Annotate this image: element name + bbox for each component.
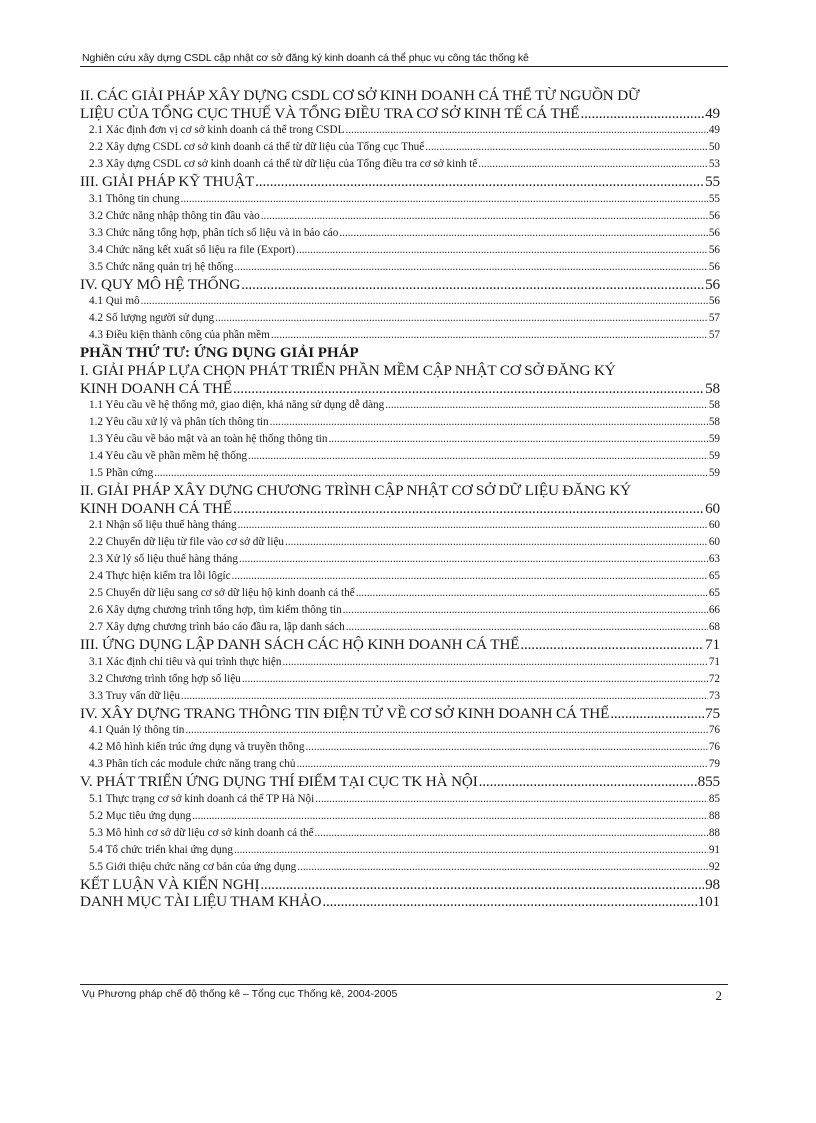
- toc-page-number: 49: [708, 124, 720, 136]
- toc-leader-dots: [185, 722, 707, 739]
- toc-heading-entry[interactable]: [80, 773, 720, 791]
- toc-subentry[interactable]: [80, 756, 720, 773]
- toc-page-number: 73: [708, 689, 720, 702]
- toc-entry-title: IV. XÂY DỰNG TRANG THÔNG TIN ĐIỆN TỬ VỀ CƠ SỞ KINH DOANH CÁ THỂ: [80, 704, 610, 722]
- toc-entry-title: KẾT LUẬN VÀ KIẾN NGHỊ: [80, 875, 260, 893]
- toc-page-number: 55: [705, 173, 720, 190]
- toc-subentry[interactable]: [80, 208, 720, 225]
- toc-page-number: 855: [697, 773, 720, 790]
- toc-entry-title: DANH MỤC TÀI LIỆU THAM KHẢO: [80, 893, 322, 910]
- toc-entry-title: III. GIẢI PHÁP KỸ THUẬT: [80, 173, 255, 190]
- toc-page-number: 75: [705, 704, 720, 722]
- toc-page-number: 53: [708, 158, 720, 170]
- toc-leader-dots: [329, 431, 708, 448]
- toc-subentry[interactable]: [80, 431, 720, 448]
- page-footer: [82, 988, 722, 1004]
- toc-subentry[interactable]: [80, 739, 720, 756]
- toc-leader-dots: [181, 688, 708, 705]
- toc-heading-entry[interactable]: [80, 636, 720, 654]
- toc-subentry[interactable]: [80, 259, 720, 276]
- toc-entry-title: 2.7 Xây dựng chương trình báo cáo đầu ra, lập danh sách: [89, 621, 345, 633]
- toc-leader-dots: [233, 380, 704, 398]
- toc-leader-dots: [478, 156, 708, 173]
- toc-page-number: 63: [708, 553, 720, 565]
- toc-page-number: 56: [708, 295, 720, 307]
- toc-leader-dots: [260, 876, 704, 894]
- toc-page-number: 56: [705, 275, 720, 293]
- toc-subentry[interactable]: [80, 602, 720, 619]
- toc-page-number: 92: [708, 860, 720, 873]
- toc-leader-dots: [425, 139, 708, 156]
- toc-leader-dots: [356, 585, 708, 602]
- toc-page-number: 56: [708, 260, 720, 273]
- toc-entry-title: 4.2 Số lượng người sử dụng: [89, 312, 215, 324]
- toc-subentry[interactable]: [80, 534, 720, 551]
- toc-entry-title: 4.1 Qui mô: [89, 295, 140, 307]
- toc-leader-dots: [181, 191, 708, 208]
- toc-leader-dots: [479, 773, 697, 791]
- toc-leader-dots: [345, 122, 707, 139]
- toc-page-number: 76: [708, 741, 720, 753]
- toc-leader-dots: [343, 602, 708, 619]
- footer-text: Vụ Phương pháp chế độ thống kê – Tổng cục Thống kê, 2004-2005: [82, 988, 398, 1000]
- toc-entry-title: 3.2 Chức năng nhập thông tin đầu vào: [89, 209, 260, 222]
- toc-heading-entry[interactable]: [80, 500, 720, 518]
- toc-leader-dots: [233, 500, 704, 518]
- toc-subentry[interactable]: [80, 585, 720, 602]
- toc-heading-line: I. GIẢI PHÁP LỰA CHỌN PHÁT TRIỂN PHẦN MỀM CẬP NHẬT CƠ SỞ ĐĂNG KÝ: [80, 362, 616, 379]
- toc-leader-dots: [239, 551, 708, 568]
- toc-page-number: 58: [708, 416, 720, 428]
- toc-leader-dots: [306, 739, 708, 756]
- toc-leader-dots: [282, 654, 707, 671]
- toc-leader-dots: [255, 173, 704, 191]
- toc-heading-entry[interactable]: [80, 276, 720, 294]
- toc-page-number: 60: [708, 519, 720, 531]
- toc-page-number: 49: [705, 104, 720, 122]
- toc-entry-title: 3.5 Chức năng quản trị hệ thống: [89, 260, 234, 273]
- toc-leader-dots: [241, 276, 704, 294]
- toc-leader-dots: [261, 208, 708, 225]
- page-number: 2: [715, 988, 722, 1003]
- toc-leader-dots: [296, 242, 708, 259]
- toc-page-number: 71: [705, 636, 720, 653]
- toc-subentry[interactable]: [80, 448, 720, 465]
- toc-leader-dots: [248, 448, 708, 465]
- toc-page-number: 60: [708, 536, 720, 548]
- toc-entry-title: LIỆU CỦA TỔNG CỤC THUẾ VÀ TỔNG ĐIỀU TRA CƠ SỞ KINH TẾ CÁ THỂ: [80, 104, 580, 122]
- toc-entry-title: III. ỨNG DỤNG LẬP DANH SÁCH CÁC HỘ KINH DOANH CÁ THỂ: [80, 636, 520, 653]
- toc-entry-title: 1.5 Phần cứng: [89, 467, 154, 479]
- toc-entry-title: 1.2 Yêu cầu xử lý và phân tích thông tin: [89, 416, 269, 428]
- toc-subentry[interactable]: [80, 293, 720, 310]
- toc-subentry[interactable]: [80, 808, 720, 825]
- toc-entry-title: 4.1 Quản lý thông tin: [89, 724, 185, 736]
- toc-page-number: 101: [697, 893, 720, 910]
- toc-entry-title: 2.6 Xây dựng chương trình tổng hợp, tìm kiếm thông tin: [89, 604, 342, 616]
- toc-entry-title: 3.3 Truy vấn dữ liệu: [89, 689, 180, 702]
- toc-page-number: 88: [708, 809, 720, 822]
- toc-entry-title: 5.1 Thực trạng cơ sở kinh doanh cá thể TP Hà Nội: [89, 792, 315, 805]
- toc-page-number: 59: [708, 450, 720, 462]
- toc-entry-title: 5.3 Mô hình cơ sở dữ liệu cơ sở kinh doanh cá thể: [89, 826, 314, 839]
- toc-leader-dots: [141, 293, 708, 310]
- toc-page-number: 71: [708, 655, 720, 668]
- toc-subentry[interactable]: [80, 465, 720, 482]
- running-header: Nghiên cứu xây dựng CSDL cập nhật cơ sở đăng ký kinh doanh cá thể phục vụ công tác thống kê: [82, 52, 529, 64]
- toc-page-number: 55: [708, 192, 720, 205]
- toc-entry-title: 4.2 Mô hình kiến trúc ứng dụng và truyền thông: [89, 741, 305, 753]
- toc-leader-dots: [238, 517, 708, 534]
- toc-leader-dots: [346, 619, 708, 636]
- toc-page-number: 56: [708, 209, 720, 222]
- toc-entry-title: 3.2 Chương trình tổng hợp số liệu: [89, 672, 241, 685]
- toc-heading-line: II. GIẢI PHÁP XÂY DỰNG CHƯƠNG TRÌNH CẬP NHẬT CƠ SỞ DỮ LIỆU ĐĂNG KÝ: [80, 482, 631, 499]
- toc-leader-dots: [520, 636, 704, 654]
- toc-subentry[interactable]: [80, 688, 720, 705]
- toc-page-number: 91: [708, 843, 720, 856]
- toc-leader-dots: [315, 791, 708, 808]
- toc-page-number: 66: [708, 604, 720, 616]
- toc-page-number: 60: [705, 499, 720, 517]
- toc-subentry[interactable]: [80, 671, 720, 688]
- toc-entry-title: 5.4 Tổ chức triển khai ứng dụng: [89, 843, 233, 856]
- toc-page-number: 79: [708, 758, 720, 770]
- toc-leader-dots: [296, 756, 707, 773]
- toc-leader-dots: [285, 534, 708, 551]
- toc-subentry[interactable]: [80, 122, 720, 139]
- footer-divider: [80, 984, 728, 985]
- toc-leader-dots: [610, 705, 704, 723]
- toc-subentry[interactable]: [80, 191, 720, 208]
- toc-page-number: 72: [708, 672, 720, 685]
- toc-leader-dots: [315, 825, 708, 842]
- toc-subentry[interactable]: [80, 825, 720, 842]
- toc-entry-title: 2.3 Xử lý số liệu thuế hàng tháng: [89, 553, 238, 565]
- toc-leader-dots: [270, 414, 708, 431]
- toc-entry-title: 2.1 Nhận số liệu thuế hàng tháng: [89, 519, 237, 531]
- toc-heading-entry[interactable]: [80, 173, 720, 191]
- toc-subentry[interactable]: [80, 397, 720, 414]
- toc-subentry[interactable]: [80, 310, 720, 327]
- toc-leader-dots: [234, 259, 707, 276]
- toc-page-number: 56: [708, 243, 720, 256]
- toc-page-number: 65: [708, 587, 720, 599]
- toc-subentry[interactable]: [80, 568, 720, 585]
- toc-leader-dots: [385, 397, 708, 414]
- toc-page-number: 57: [708, 312, 720, 324]
- toc-entry-title: 2.2 Xây dựng CSDL cơ sở kinh doanh cá thể từ dữ liệu của Tổng cục Thuế: [89, 141, 425, 153]
- toc-entry-title: 3.4 Chức năng kết xuất số liệu ra file (Export): [89, 243, 296, 256]
- toc-page-number: 58: [705, 379, 720, 397]
- toc-entry-title: KINH DOANH CÁ THỂ: [80, 499, 232, 517]
- toc-subentry[interactable]: [80, 225, 720, 242]
- toc-leader-dots: [215, 310, 708, 327]
- toc-heading-entry[interactable]: [80, 105, 720, 123]
- toc-subentry[interactable]: [80, 156, 720, 173]
- toc-page-number: 68: [708, 621, 720, 633]
- toc-page-number: 58: [708, 399, 720, 411]
- toc-entry-title: V. PHÁT TRIỂN ỨNG DỤNG THÍ ĐIỂM TẠI CỤC TK HÀ NỘI: [80, 773, 478, 790]
- toc-leader-dots: [581, 105, 705, 123]
- toc-entry-title: IV. QUY MÔ HỆ THỐNG: [80, 275, 241, 293]
- toc-entry-title: 3.1 Thông tin chung: [89, 192, 180, 205]
- toc-page-number: 59: [708, 433, 720, 445]
- toc-entry-title: 5.2 Mục tiêu ứng dụng: [89, 809, 192, 822]
- header-divider: [80, 66, 728, 67]
- toc-leader-dots: [192, 808, 708, 825]
- toc-leader-dots: [234, 842, 708, 859]
- toc-part-heading: PHẦN THỨ TƯ: ỨNG DỤNG GIẢI PHÁP: [80, 345, 359, 361]
- toc-entry-title: 3.3 Chức năng tổng hợp, phân tích số liệu và in báo cáo: [89, 226, 339, 239]
- toc-entry-title: 4.3 Điều kiện thành công của phần mềm: [89, 329, 270, 341]
- toc-heading-entry[interactable]: [80, 893, 720, 911]
- toc-heading-entry[interactable]: [80, 876, 720, 894]
- toc-entry-title: 2.5 Chuyển dữ liệu sang cơ sở dữ liệu hộ kinh doanh cá thể: [89, 587, 355, 599]
- toc-subentry[interactable]: [80, 414, 720, 431]
- toc-subentry[interactable]: [80, 551, 720, 568]
- toc-leader-dots: [271, 327, 708, 344]
- toc-entry-title: 2.4 Thực hiện kiểm tra lỗi lôgíc: [89, 570, 231, 582]
- toc-page-number: 65: [708, 570, 720, 582]
- toc-entry-title: 1.1 Yêu cầu về hệ thống mở, giao diện, khả năng sử dụng dễ dàng: [89, 399, 385, 411]
- toc-page-number: 85: [708, 792, 720, 805]
- toc-entry-title: 2.1 Xác định đơn vị cơ sở kinh doanh cá thể trong CSDL: [89, 124, 345, 136]
- toc-entry-title: 1.3 Yêu cầu về bảo mật và an toàn hệ thống thông tin: [89, 433, 328, 445]
- toc-entry-title: 5.5 Giới thiệu chức năng cơ bản của ứng dụng: [89, 860, 297, 873]
- toc-leader-dots: [232, 568, 708, 585]
- table-of-contents: [80, 87, 720, 911]
- toc-leader-dots: [154, 465, 708, 482]
- toc-heading-entry[interactable]: [80, 705, 720, 723]
- toc-entry-title: 4.3 Phân tích các module chức năng trang chủ: [89, 758, 296, 770]
- toc-leader-dots: [339, 225, 707, 242]
- toc-page-number: 59: [708, 467, 720, 479]
- toc-page-number: 50: [708, 141, 720, 153]
- toc-entry-title: 2.2 Chuyển dữ liệu từ file vào cơ sở dữ liệu: [89, 536, 285, 548]
- toc-subentry[interactable]: [80, 517, 720, 534]
- toc-subentry[interactable]: [80, 242, 720, 259]
- toc-page-number: 98: [705, 875, 720, 893]
- toc-subentry[interactable]: [80, 842, 720, 859]
- toc-entry-title: KINH DOANH CÁ THỂ: [80, 379, 232, 397]
- toc-page-number: 76: [708, 724, 720, 736]
- toc-subentry[interactable]: [80, 139, 720, 156]
- toc-leader-dots: [322, 893, 696, 911]
- toc-heading-line: II. CÁC GIẢI PHÁP XÂY DỰNG CSDL CƠ SỞ KINH DOANH CÁ THỂ TỪ NGUỒN DỮ: [80, 87, 640, 104]
- toc-subentry[interactable]: [80, 722, 720, 739]
- toc-entry-title: 2.3 Xây dựng CSDL cơ sở kinh doanh cá thể từ dữ liệu của Tổng điều tra cơ sở kinh tế: [89, 158, 478, 170]
- toc-entry-title: 1.4 Yêu cầu về phần mềm hệ thống: [89, 450, 248, 462]
- toc-leader-dots: [297, 859, 708, 876]
- toc-subentry[interactable]: [80, 791, 720, 808]
- toc-heading-entry[interactable]: [80, 380, 720, 398]
- toc-subentry[interactable]: [80, 327, 720, 344]
- toc-page-number: 57: [708, 329, 720, 341]
- toc-subentry[interactable]: [80, 859, 720, 876]
- toc-subentry[interactable]: [80, 654, 720, 671]
- toc-entry-title: 3.1 Xác định chỉ tiêu và qui trình thực hiện: [89, 655, 282, 668]
- toc-leader-dots: [242, 671, 708, 688]
- toc-subentry[interactable]: [80, 619, 720, 636]
- toc-page-number: 56: [708, 226, 720, 239]
- toc-page-number: 88: [708, 826, 720, 839]
